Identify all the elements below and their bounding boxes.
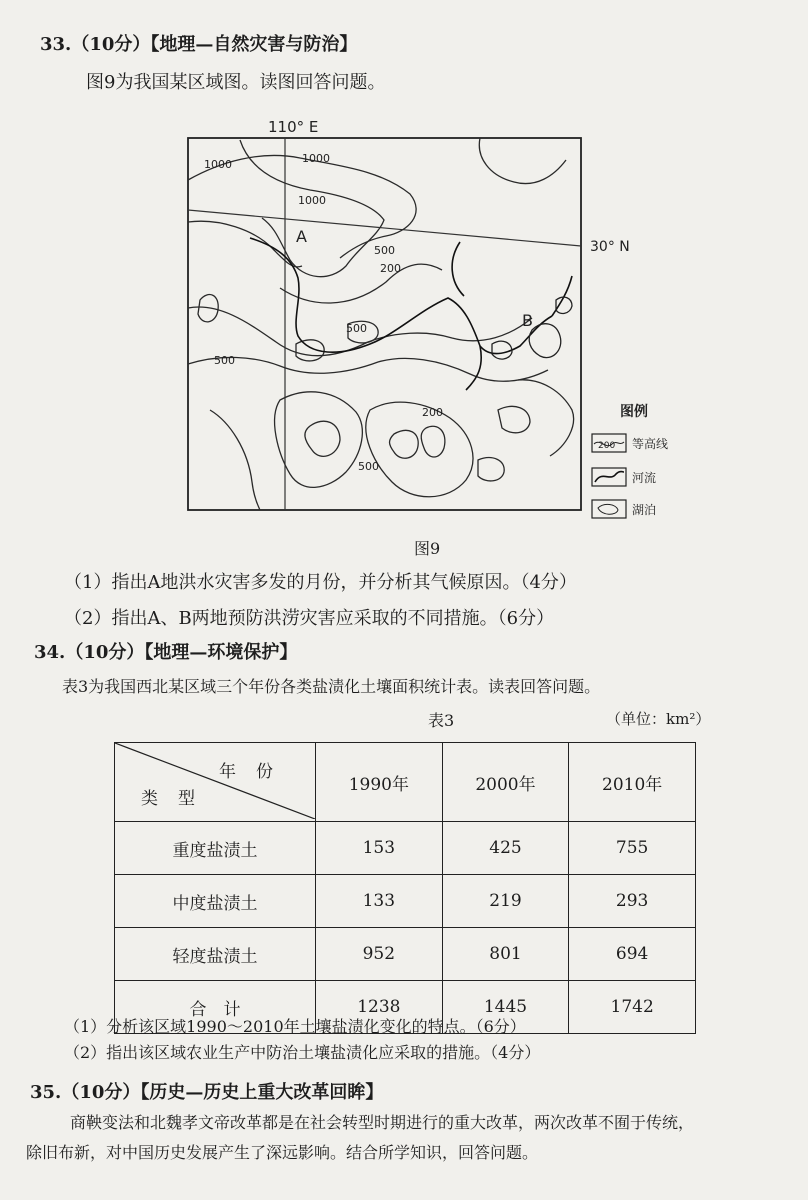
contour-lines bbox=[188, 138, 574, 510]
table-title: 表3 bbox=[428, 711, 455, 730]
river bbox=[552, 276, 572, 316]
row-type: 合 计 bbox=[115, 981, 316, 1034]
contour-line bbox=[280, 264, 442, 303]
legend-title: 图例 bbox=[620, 404, 648, 420]
contour-line bbox=[188, 357, 548, 381]
table-cell: 293 bbox=[569, 875, 696, 928]
river bbox=[466, 346, 481, 390]
point-a-label: A bbox=[296, 227, 307, 246]
question-34-part-2: （2）指出该区域农业生产中防治土壤盐渍化应采取的措施。（4分） bbox=[64, 1043, 541, 1062]
corner-year-label: 年份 bbox=[219, 762, 293, 782]
row-type: 轻度盐渍土 bbox=[115, 928, 316, 981]
table-row bbox=[115, 928, 696, 981]
table-cell: 1742 bbox=[569, 981, 696, 1034]
table-row bbox=[115, 875, 696, 928]
latitude-label: 30° N bbox=[590, 239, 630, 255]
contour-line bbox=[305, 421, 340, 456]
contour-label: 1000 bbox=[204, 158, 232, 171]
table-cell: 219 bbox=[442, 875, 569, 928]
table-cell: 1445 bbox=[442, 981, 569, 1034]
contour-line bbox=[478, 458, 504, 481]
legend-contour-sample: 200 bbox=[598, 441, 616, 451]
salinization-table bbox=[114, 742, 696, 1034]
legend-river-label: 河流 bbox=[632, 471, 657, 485]
contour-line bbox=[210, 410, 260, 510]
longitude-label: 110° E bbox=[268, 118, 319, 136]
question-33-header: 33.（10分）【地理—自然灾害与防治】 bbox=[40, 34, 358, 55]
question-35-intro-line-2: 除旧布新，对中国历史发展产生了深远影响。结合所学知识，回答问题。 bbox=[26, 1143, 539, 1162]
table-corner-cell bbox=[115, 743, 316, 822]
question-34-part-1: （1）分析该区域1990～2010年土壤盐渍化变化的特点。（6分） bbox=[64, 1017, 526, 1036]
contour-label: 200 bbox=[422, 406, 443, 419]
table-cell: 801 bbox=[442, 928, 569, 981]
legend-contour-label: 等高线 bbox=[632, 437, 669, 451]
legend-lake bbox=[592, 500, 656, 518]
year-header: 2010年 bbox=[569, 743, 696, 822]
question-33-part-2: （2）指出A、B两地预防洪涝灾害应采取的不同措施。（6分） bbox=[64, 608, 555, 629]
legend-contour bbox=[592, 434, 668, 452]
year-header: 2000年 bbox=[442, 743, 569, 822]
question-34-header: 34.（10分）【地理—环境保护】 bbox=[34, 642, 298, 663]
contour-line bbox=[390, 430, 419, 458]
contour-label: 500 bbox=[358, 460, 379, 473]
contour-label: 1000 bbox=[298, 194, 326, 207]
contour-label: 200 bbox=[380, 262, 401, 275]
row-type: 重度盐渍土 bbox=[115, 822, 316, 875]
latitude-line bbox=[188, 210, 581, 246]
contour-line bbox=[479, 138, 566, 184]
contour-label: 500 bbox=[374, 244, 395, 257]
contour-label: 1000 bbox=[302, 152, 330, 165]
table-cell: 153 bbox=[316, 822, 443, 875]
contour-value-labels bbox=[204, 152, 443, 473]
region-map bbox=[180, 110, 680, 530]
contour-line bbox=[366, 402, 473, 497]
legend-lake-label: 湖泊 bbox=[632, 503, 657, 517]
lake-icon bbox=[598, 504, 618, 514]
contour-line bbox=[518, 380, 574, 456]
lake bbox=[492, 341, 512, 359]
corner-type-label: 类型 bbox=[141, 789, 215, 809]
lake bbox=[529, 324, 561, 358]
question-34-intro: 表3为我国西北某区域三个年份各类盐渍化土壤面积统计表。读表回答问题。 bbox=[62, 677, 601, 696]
river bbox=[452, 242, 464, 296]
map-caption: 图9 bbox=[414, 539, 441, 558]
table-cell: 694 bbox=[569, 928, 696, 981]
contour-line bbox=[275, 392, 363, 488]
table-cell: 755 bbox=[569, 822, 696, 875]
table-header-row bbox=[115, 743, 696, 822]
contour-label: 500 bbox=[214, 354, 235, 367]
question-35-intro-line-1: 商鞅变法和北魏孝文帝改革都是在社会转型时期进行的重大改革，两次改革不囿于传统， bbox=[70, 1113, 695, 1132]
question-33-part-1: （1）指出A地洪水灾害多发的月份，并分析其气候原因。（4分） bbox=[64, 572, 577, 593]
row-type: 中度盐渍土 bbox=[115, 875, 316, 928]
table-cell: 425 bbox=[442, 822, 569, 875]
table-row bbox=[115, 822, 696, 875]
question-35-header: 35.（10分）【历史—历史上重大改革回眸】 bbox=[30, 1082, 384, 1103]
contour-line bbox=[421, 426, 445, 457]
legend-lake-box bbox=[592, 500, 626, 518]
contour-label: 500 bbox=[346, 322, 367, 335]
table-unit: （单位：km²） bbox=[606, 710, 711, 728]
river-icon bbox=[595, 472, 624, 483]
contour-line bbox=[498, 406, 530, 432]
year-header: 1990年 bbox=[316, 743, 443, 822]
table-cell: 133 bbox=[316, 875, 443, 928]
legend-river bbox=[592, 468, 656, 486]
table-cell: 952 bbox=[316, 928, 443, 981]
question-33-intro: 图9为我国某区域图。读图回答问题。 bbox=[86, 72, 386, 93]
map-figure bbox=[180, 110, 680, 530]
table-cell: 1238 bbox=[316, 981, 443, 1034]
point-b-label: B bbox=[522, 311, 533, 330]
